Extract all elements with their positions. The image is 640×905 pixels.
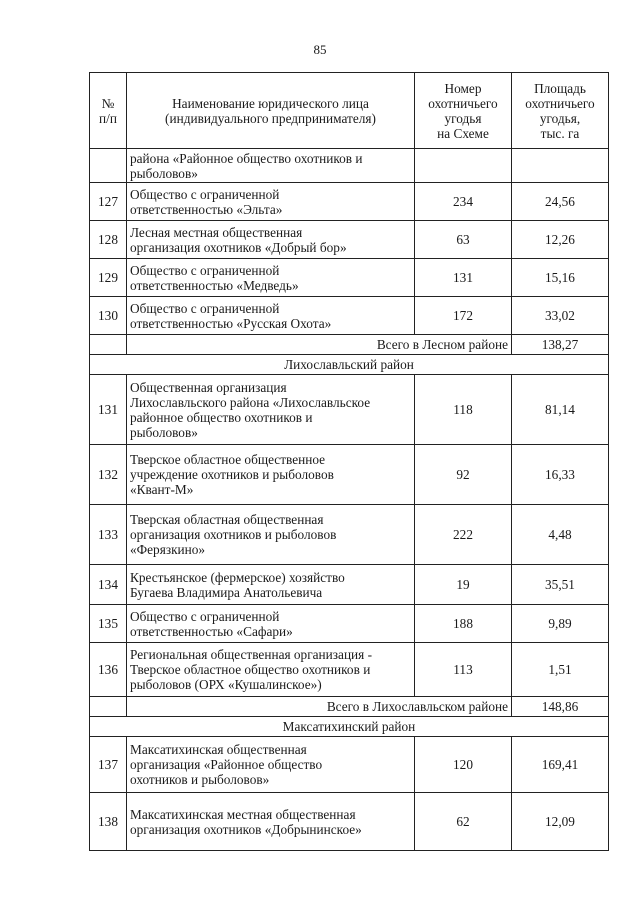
total-label: Всего в Лихославльском районе xyxy=(127,697,512,717)
num-cell: 133 xyxy=(90,505,127,565)
name-cell: Тверская областная общественная организация охотников и рыболовов «Ферязкино» xyxy=(127,505,415,565)
area-cell: 24,56 xyxy=(512,183,609,221)
area-cell: 1,51 xyxy=(512,643,609,697)
table-row xyxy=(90,297,609,335)
area-cell: 9,89 xyxy=(512,605,609,643)
name-cell: Общество с ограниченной ответственностью «Эльта» xyxy=(127,183,415,221)
area-cell: 4,48 xyxy=(512,505,609,565)
num-cell: 129 xyxy=(90,259,127,297)
schema-cell: 222 xyxy=(415,505,512,565)
name-cell: Лесная местная общественная организация охотников «Добрый бор» xyxy=(127,221,415,259)
area-cell: 33,02 xyxy=(512,297,609,335)
num-cell: 136 xyxy=(90,643,127,697)
name-cell: Общественная организация Лихославльского района «Лихославльское районное общество охотников и рыболовов» xyxy=(127,375,415,445)
area-cell: 12,09 xyxy=(512,793,609,851)
district-row xyxy=(90,355,609,375)
num-cell: 138 xyxy=(90,793,127,851)
schema-cell: 172 xyxy=(415,297,512,335)
schema-cell: 113 xyxy=(415,643,512,697)
table-row xyxy=(90,737,609,793)
num-cell: 130 xyxy=(90,297,127,335)
total-row-likhoslavl xyxy=(90,697,609,717)
name-cell: Максатихинская местная общественная организация охотников «Добрынинское» xyxy=(127,793,415,851)
page-number: 85 xyxy=(313,42,327,57)
num-cell: 131 xyxy=(90,375,127,445)
name-cell: Общество с ограниченной ответственностью «Медведь» xyxy=(127,259,415,297)
district-title: Лихославльский район xyxy=(90,355,609,375)
schema-cell: 19 xyxy=(415,565,512,605)
area-cell: 81,14 xyxy=(512,375,609,445)
table-row xyxy=(90,445,609,505)
schema-cell: 118 xyxy=(415,375,512,445)
name-cell: Общество с ограниченной ответственностью «Русская Охота» xyxy=(127,297,415,335)
table-row xyxy=(90,565,609,605)
num-cell: 127 xyxy=(90,183,127,221)
name-cell: Региональная общественная организация - Тверское областное общество охотников и рыболовов (ОРХ «Кушалинское») xyxy=(127,643,415,697)
table-row xyxy=(90,259,609,297)
continuation-row xyxy=(90,149,609,183)
name-cell: Общество с ограниченной ответственностью «Сафари» xyxy=(127,605,415,643)
num-cell: 135 xyxy=(90,605,127,643)
total-label: Всего в Лесном районе xyxy=(127,335,512,355)
header-area: Площадь охотничьего угодья, тыс. га xyxy=(512,73,609,149)
schema-cell: 120 xyxy=(415,737,512,793)
schema-cell: 63 xyxy=(415,221,512,259)
total-row-lesnoy xyxy=(90,335,609,355)
area-cell: 12,26 xyxy=(512,221,609,259)
table-row xyxy=(90,793,609,851)
table-row xyxy=(90,643,609,697)
table-row xyxy=(90,375,609,445)
header-schema: Номер охотничьего угодья на Схеме xyxy=(415,73,512,149)
num-cell: 128 xyxy=(90,221,127,259)
schema-cell: 188 xyxy=(415,605,512,643)
total-area: 148,86 xyxy=(512,697,609,717)
district-row xyxy=(90,717,609,737)
num-cell: 134 xyxy=(90,565,127,605)
name-cell: Максатихинская общественная организация «Районное общество охотников и рыболовов» xyxy=(127,737,415,793)
area-cell: 169,41 xyxy=(512,737,609,793)
schema-cell: 92 xyxy=(415,445,512,505)
table-row xyxy=(90,221,609,259)
area-cell: 16,33 xyxy=(512,445,609,505)
table-header-row xyxy=(90,73,609,149)
table-row xyxy=(90,183,609,221)
header-num: № п/п xyxy=(90,73,127,149)
total-area: 138,27 xyxy=(512,335,609,355)
table-row xyxy=(90,505,609,565)
district-title: Максатихинский район xyxy=(90,717,609,737)
num-cell: 132 xyxy=(90,445,127,505)
name-cell: Тверское областное общественное учреждение охотников и рыболовов «Квант-М» xyxy=(127,445,415,505)
area-cell: 35,51 xyxy=(512,565,609,605)
name-cell: Крестьянское (фермерское) хозяйство Бугаева Владимира Анатольевича xyxy=(127,565,415,605)
header-name: Наименование юридического лица (индивидуального предпринимателя) xyxy=(127,73,415,149)
num-cell: 137 xyxy=(90,737,127,793)
table-row xyxy=(90,605,609,643)
schema-cell: 62 xyxy=(415,793,512,851)
hunting-grounds-table xyxy=(89,72,609,851)
area-cell: 15,16 xyxy=(512,259,609,297)
continuation-name: района «Районное общество охотников и рыболовов» xyxy=(127,149,415,183)
schema-cell: 234 xyxy=(415,183,512,221)
schema-cell: 131 xyxy=(415,259,512,297)
